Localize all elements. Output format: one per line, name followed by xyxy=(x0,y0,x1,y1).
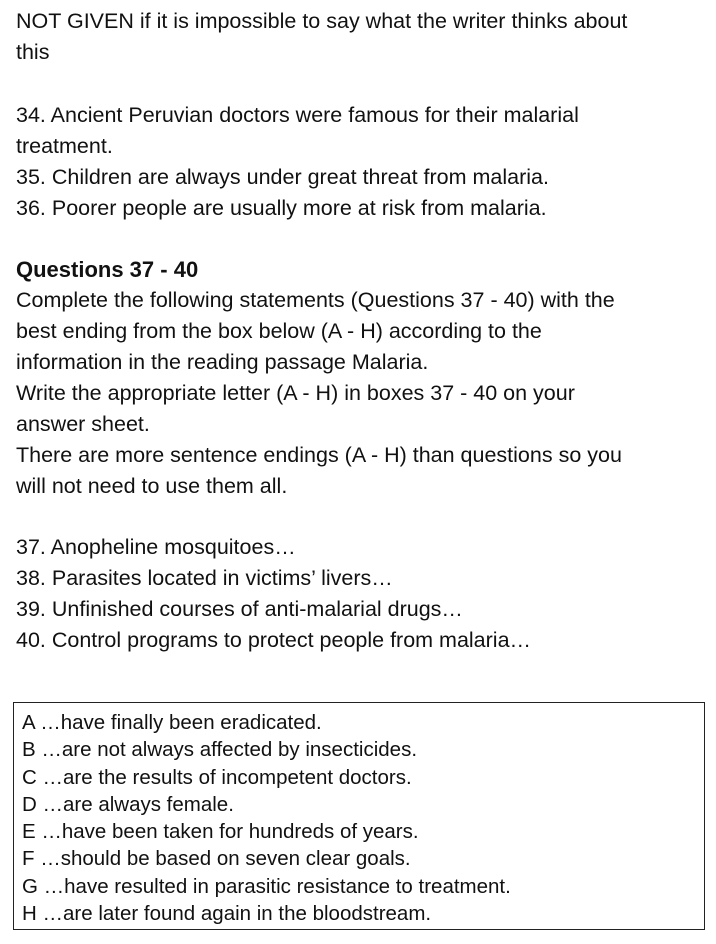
statement-38: 38. Parasites located in victims’ livers… xyxy=(16,566,393,590)
statement-37: 37. Anopheline mosquitoes… xyxy=(16,535,296,559)
ending-h: H …are later found again in the bloodstream. xyxy=(22,902,432,926)
section-heading: Questions 37 - 40 xyxy=(16,257,199,282)
ending-f: F …should be based on seven clear goals. xyxy=(22,847,411,871)
statement-36: 36. Poorer people are usually more at risk from malaria. xyxy=(16,196,547,220)
instruction-line: There are more sentence endings (A - H) than questions so you xyxy=(16,443,622,467)
ending-a: A …have finally been eradicated. xyxy=(22,711,322,734)
ending-g: G …have resulted in parasitic resistance to treatment. xyxy=(22,874,511,898)
ending-b: B …are not always affected by insecticides. xyxy=(22,738,418,762)
instruction-line: Write the appropriate letter (A - H) in boxes 37 - 40 on your xyxy=(16,381,575,405)
ending-e: E …have been taken for hundreds of years. xyxy=(22,820,419,844)
instruction-line: answer sheet. xyxy=(16,412,150,436)
ending-d: D …are always female. xyxy=(22,792,234,816)
not-given-line: this xyxy=(16,40,50,64)
not-given-definition xyxy=(16,6,708,68)
statement-35: 35. Children are always under great threat from malaria. xyxy=(16,165,549,189)
instruction-line: Complete the following statements (Questions 37 - 40) with the xyxy=(16,288,615,312)
statement-40: 40. Control programs to protect people from malaria… xyxy=(16,628,532,652)
instruction-line: will not need to use them all. xyxy=(16,474,288,498)
spacer xyxy=(16,224,708,254)
spacer xyxy=(16,68,708,100)
endings-box xyxy=(13,702,705,930)
statement-list-34-36 xyxy=(16,100,708,224)
instruction-line: best ending from the box below (A - H) according to the xyxy=(16,319,542,343)
document-page xyxy=(16,6,708,656)
instructions xyxy=(16,285,708,502)
spacer xyxy=(16,502,708,532)
ending-c: C …are the results of incompetent doctors. xyxy=(22,765,412,789)
statement-34-line: 34. Ancient Peruvian doctors were famous for their malarial xyxy=(16,103,579,127)
statement-34-line: treatment. xyxy=(16,134,113,158)
not-given-line: NOT GIVEN if it is impossible to say what the writer thinks about xyxy=(16,9,628,33)
statement-list-37-40 xyxy=(16,532,708,656)
instruction-line: information in the reading passage Malaria. xyxy=(16,350,429,374)
statement-39: 39. Unfinished courses of anti-malarial drugs… xyxy=(16,597,463,621)
